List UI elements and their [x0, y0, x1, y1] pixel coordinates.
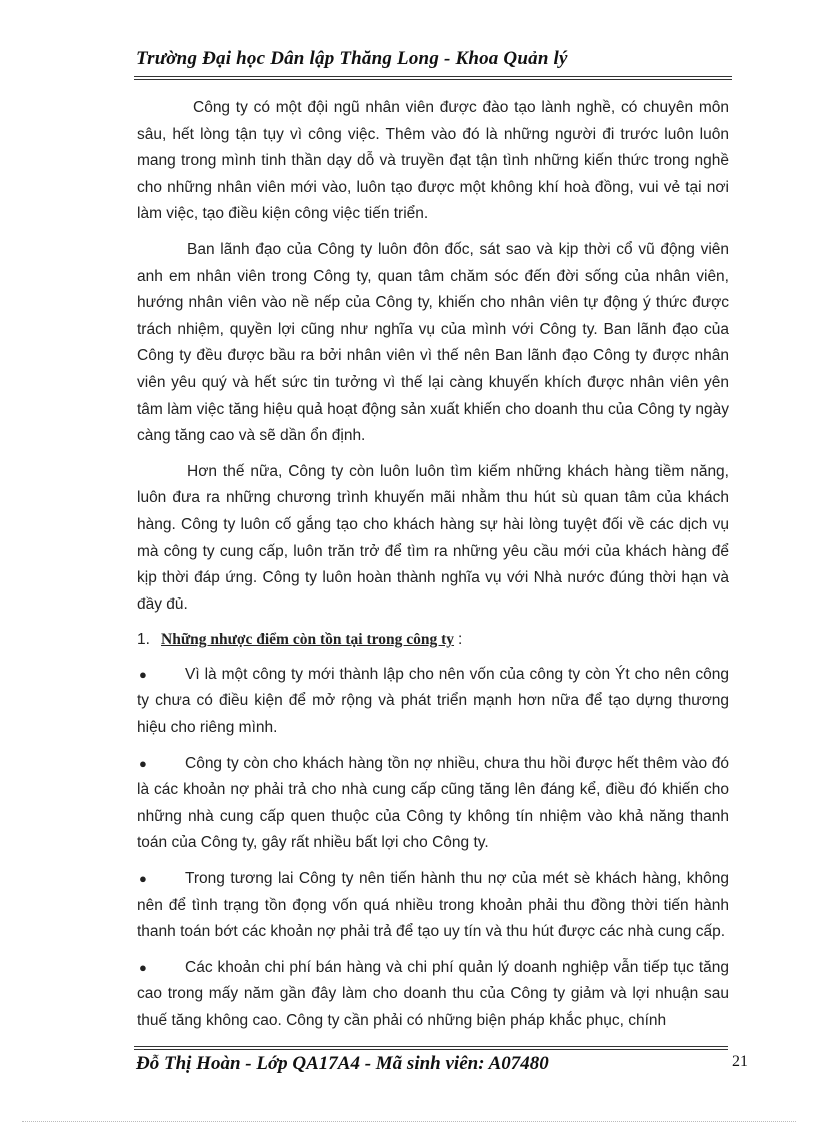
bullet-text: Công ty còn cho khách hàng tồn nợ nhiều, chưa thu hồi được hết thêm vào đó là các khoản nợ phải trả cho nhà cung cấp cũng tăng lên đáng kể, điều đó khiến cho những nhà cung cấp quen thuộc của Công ty không tín nhiệm vào khả năng thanh toán của Công ty, gây rất nhiều bất lợi cho Công ty.: [137, 754, 729, 852]
bullet-icon: ●: [139, 755, 147, 771]
bullet-icon: ●: [139, 959, 147, 975]
section-title: Những nhược điểm còn tồn tại trong công ty: [161, 631, 455, 649]
page-header-title: Trường Đại học Dân lập Thăng Long - Khoa Quản lý: [136, 48, 568, 69]
header-rule-top: [134, 76, 732, 77]
section-colon: :: [458, 631, 463, 649]
bullet-text: Trong tương lai Công ty nên tiến hành thu nợ của mét sè khách hàng, không nên để tình trạng tồn đọng vốn quá nhiều trong khoản phải thu đồng thời tiến hành thanh toán bớt các khoản nợ phải trả để tạo uy tín và thu hút được các nhà cung cấp.: [137, 870, 729, 941]
bullet-icon: ●: [139, 871, 147, 887]
bullet-item: [137, 866, 729, 946]
page-number: 21: [732, 1053, 748, 1070]
section-heading: [137, 627, 729, 654]
footer-rule-bottom: [134, 1049, 728, 1050]
footer-rule-top: [134, 1046, 728, 1047]
paragraph: Công ty có một đội ngũ nhân viên được đào tạo lành nghề, có chuyên môn sâu, hết lòng tận tụy vì công việc. Thêm vào đó là những người đi trước luôn luôn mang trong mình tinh thần dạy dỗ và truyền đạt tận tình những kiến thức trong nghề cho những nhân viên mới vào, luôn tạo được một không khí hoà đồng, vui vẻ tại nơi làm việc, tạo điều kiện công việc tiến triển.: [137, 99, 729, 223]
bullet-text: Vì là một công ty mới thành lập cho nên vốn của công ty còn Ýt cho nên công ty chưa có điều kiện để mở rộng và phát triển mạnh hơn nữa để tạo dựng thương hiệu cho riêng mình.: [137, 665, 729, 737]
header-rule-bottom: [134, 79, 732, 80]
page-footer-author: Đỗ Thị Hoàn - Lớp QA17A4 - Mã sinh viên: A07480: [136, 1053, 549, 1074]
bullet-item: [137, 751, 729, 857]
bullet-item: [137, 955, 729, 1035]
bullet-text: Các khoản chi phí bán hàng và chi phí quản lý doanh nghiệp vẫn tiếp tục tăng cao trong mấy năm gần đây làm cho doanh thu của Công ty giảm và lợi nhuận sau thuế tăng không cao. Công ty cần phải có những biện pháp khắc phục, chính: [137, 958, 729, 1029]
page-edge-divider: [22, 1121, 796, 1122]
bullet-icon: ●: [139, 666, 147, 682]
paragraph: Hơn thế nữa, Công ty còn luôn luôn tìm kiếm những khách hàng tiềm năng, luôn đưa ra những chương trình khuyến mãi nhằm thu hút sù quan tâm của khách hàng. Công ty luôn cố gắng tạo cho khách hàng sự hài lòng tuyệt đối về các dịch vụ mà công ty cung cấp, luôn trăn trở để tìm ra những yêu cầu mới của khách hàng để kịp thời đáp ứng. Công ty luôn hoàn thành nghĩa vụ với Nhà nước đúng thời hạn và đầy đủ.: [137, 462, 729, 613]
document-body: [137, 95, 729, 1044]
paragraph: Ban lãnh đạo của Công ty luôn đôn đốc, sát sao và kịp thời cổ vũ động viên anh em nhân viên trong Công ty, quan tâm chăm sóc đến đời sống của nhân viên, hướng nhân viên vào nề nếp của Công ty, khiến cho nhân viên tự động ý thức được trách nhiệm, quyền lợi cũng như nghĩa vụ của mình với Công ty. Ban lãnh đạo của Công ty đều được bầu ra bởi nhân viên vì thế nên Ban lãnh đạo Công ty được nhân viên yêu quý và hết sức tin tưởng vì thế lại càng khuyến khích được nhân viên yên tâm làm việc tăng hiệu quả hoạt động sản xuất khiến cho doanh thu của Công ty ngày càng tăng cao và sẽ dần ổn định.: [137, 240, 729, 445]
bullet-item: [137, 662, 729, 742]
section-number: 1.: [137, 631, 150, 649]
